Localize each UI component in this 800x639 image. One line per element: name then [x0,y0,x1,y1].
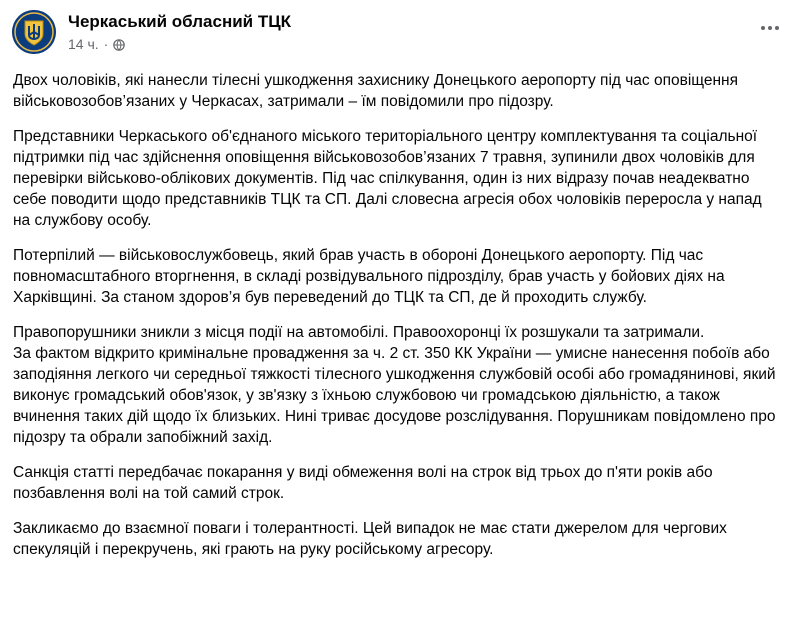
more-dot [768,26,772,30]
more-options-button[interactable] [756,14,784,42]
more-dot [775,26,779,30]
trident-shield-logo [12,10,56,54]
post-meta [68,36,125,52]
post-header [12,10,788,58]
globe-icon[interactable] [113,38,125,50]
meta-separator: · [103,36,109,52]
post-paragraph-5: Санкція статті передбачає покарання у виді обмеження волі на строк від трьох до п'яти років або позбавлення волі на той самий строк. [13,464,713,502]
post-paragraph-1: Двох чоловіків, які нанесли тілесні ушкодження захиснику Донецького аеропорту під час оповіщення військовозобов’язаних у Черкасах, затримали – їм повідомили про підозру. [13,72,739,110]
post-paragraph-4: Правопорушники зникли з місця події на автомобілі. Правоохоронці їх розшукали та затримали. За фактом відкрито кримінальне провадження за ч. 2 ст. 350 КК України — умисне нанесення побоїв або заподіяння легкого чи середньої тяжкості тілесного ушкодження службовій особі або громадянинові, який виконує громадський обов'язок, у зв'язку з їхньою службовою чи громадською діяльністю, а також вчинення таких дій щодо їх близьких. Нині триває досудове розслідування. Порушникам повідомлено про підозру та обрали запобіжний захід. [13,324,776,446]
more-horizontal-icon [761,26,765,30]
post-paragraph-6: Закликаємо до взаємної поваги і толерантності. Цей випадок не має стати джерелом для чергових спекуляцій і перекручень, які грають на руку російському агресору. [13,520,727,558]
post-timestamp[interactable]: 14 ч. [68,36,99,52]
page-name-link[interactable]: Черкаський обласний ТЦК [68,12,292,31]
post-paragraph-3: Потерпілий — військовослужбовець, який брав участь в обороні Донецького аеропорту. Під час повномасштабного вторгнення, в складі розвідувального підрозділу, брав участь у бойових діях на Харківщині. За станом здоров’я був переведений до ТЦК та СП, де й проходить службу. [13,247,725,306]
page-avatar[interactable] [12,10,56,54]
post-body [13,70,783,574]
post-paragraph-2: Представники Черкаського об'єднаного міського територіального центру комплектування та соціальної підтримки під час здійснення оповіщення військовозобов’язаних 7 травня, зупинили двох чоловіків для перевірки військово-облікових документів. Під час спілкування, один із них відразу почав неадекватно себе поводити щодо представників ТЦК та СП. Далі словесна агресія обох чоловіків переросла у напад на службову особу. [13,128,762,229]
